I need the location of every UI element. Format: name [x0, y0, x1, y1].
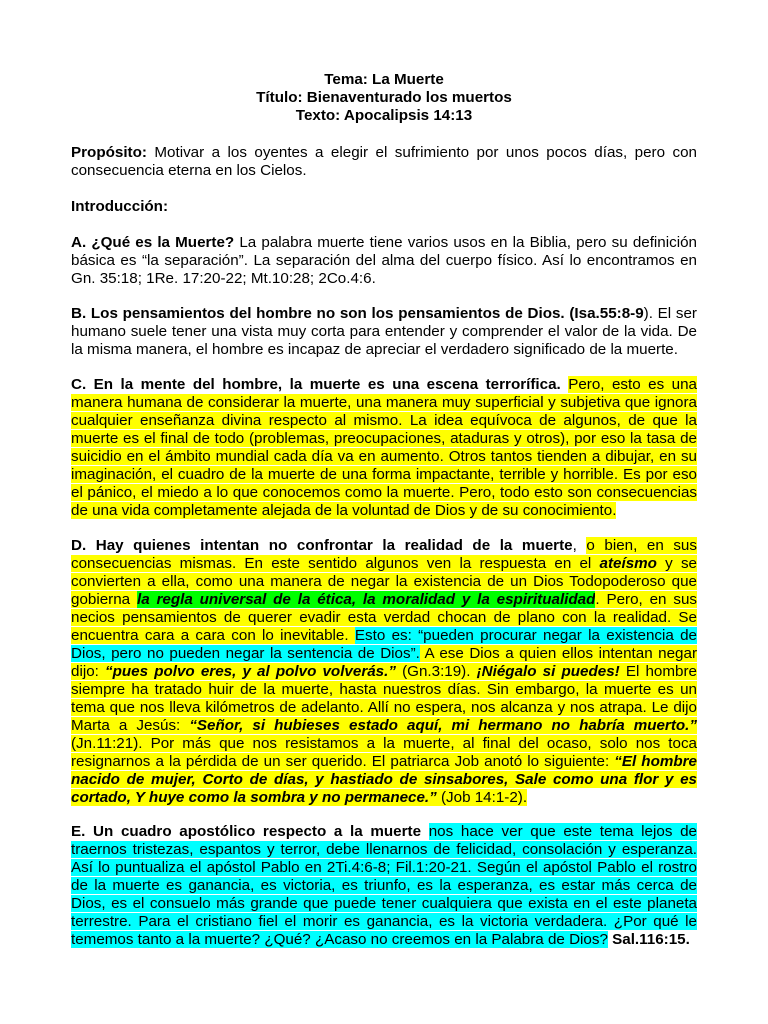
section-e-paragraph	[71, 823, 697, 949]
document-header	[0, 71, 768, 125]
quote-genesis: “pues polvo eres, y al polvo volverás.”	[105, 663, 396, 680]
section-d-paragraph: D. Hay quienes intentan no confrontar la realidad de la muerte, o bien, en sus consecuencias mismas. En este sentido algunos ven la respuesta en el ateísmo y se convierten a ella, como una manera de negar la existencia de un Dios Todopoderoso que gobierna la regla universal de la ética, la moralidad y la espiritualidad. Pero, en sus necios pensamientos de querer evadir esta verdad chocan de plano con la realidad. Se encuentra cara a cara con lo inevitable. Esto es: “pueden procurar negar la existencia de Dios, pero no pueden negar la sentencia de Dios”. A ese Dios a quien ellos intentan negar dijo: “pues polvo eres, y al polvo volverás.” (Gn.3:19). ¡Niégalo si puedes! El hombre siempre ha tratado huir de la muerte, hasta nuestros días. Sin embargo, la muerte es un tema que nos lleva kilómetros de adelanto. Allí no espera, nos alcanza y nos atrapa. Le dijo Marta a Jesús: “Señor, si hubieses estado aquí, mi hermano no habría muerto.” (Jn.11:21). Por más que nos resistamos a la muerte, al final del ocaso, solo nos toca resignarnos a la pérdida de un ser querido. El patriarca Job anotó lo siguiente: “El hombre nacido de mujer, Corto de días, y hastiado de sinsabores, Sale como una flor y es cortado, Y huye como la sombra y no permanece.” (Job 14:1-2).	[71, 537, 697, 806]
proposito-label: Propósito:	[71, 144, 147, 161]
proposito-text: Motivar a los oyentes a elegir el sufrimiento por unos pocos días, pero con consecuencia eterna en los Cielos.	[71, 144, 697, 179]
proposito-paragraph	[71, 144, 697, 180]
section-b-paragraph	[71, 305, 697, 359]
quote-job: “El hombre nacido de mujer, Corto de días, y hastiado de sinsabores, Sale como una flor y es cortado, Y huye como la sombra y no permanece.”	[71, 753, 697, 806]
tema-line: Tema: La Muerte	[324, 71, 444, 88]
section-e-reference: Sal.116:15.	[612, 931, 690, 948]
section-d-heading: D. Hay quienes intentan no confrontar la realidad de la muerte	[71, 537, 573, 554]
section-c-highlight: Pero, esto es una manera humana de considerar la muerte, una manera muy superficial y subjetiva que ignora cualquier enseñanza divina respecto al mismo. La idea equívoca de algunos, de que la muerte es el final de todo (problemas, preocupaciones, ataduras y otros), por eso la tasa de suicidio en el ámbito mundial cada día va en aumento. Otros tantos tienden a dibujar, en su imaginación, el cuadro de la muerte de una forma impactante, terrible y horrible. Es por eso el pánico, el miedo a lo que conocemos como la muerte. Pero, todo esto son consecuencias de una vida completamente alejada de la voluntad de Dios y de su conocimiento.	[71, 376, 697, 519]
section-a-heading: A. ¿Qué es la Muerte?	[71, 234, 235, 251]
section-e-highlight: nos hace ver que este tema lejos de traernos tristezas, espantos y terror, debe llenarnos de felicidad, consolación y esperanza. Así lo puntualiza el apóstol Pablo en 2Ti.4:6-8; Fil.1:20-21. Según el apóstol Pablo el rostro de la muerte es ganancia, es victoria, es triunfo, es la esperanza, es estar más cerca de Dios, es el consuelo más grande que puede tener cualquiera que exista en el este planeta terrestre. Para el cristiano fiel el morir es ganancia, es la victoria verdadera. ¿Por qué le tememos tanto a la muerte? ¿Qué? ¿Acaso no creemos en la Palabra de Dios?	[71, 823, 697, 948]
section-b-heading: B. Los pensamientos del hombre no son los pensamientos de Dios. (Isa.55:8-9	[71, 305, 644, 322]
section-a-text: La palabra muerte tiene varios usos en la Biblia, pero su definición básica es “la separación”. La separación del alma del cuerpo físico. Así lo encontramos en Gn. 35:18; 1Re. 17:20-22; Mt.10:28; 2Co.4:6.	[71, 234, 697, 287]
ateismo-term: ateísmo	[599, 555, 657, 572]
section-e-heading: E. Un cuadro apostólico respecto a la muerte	[71, 823, 422, 840]
niegalo-phrase: ¡Niégalo si puedes!	[476, 663, 620, 680]
texto-line: Texto: Apocalipsis 14:13	[295, 107, 473, 124]
section-c-paragraph	[71, 376, 697, 520]
section-c-heading: C. En la mente del hombre, la muerte es una escena terrorífica.	[71, 376, 561, 393]
section-b-text: ). El ser humano suele tener una vista muy corta para entender y comprender el valor de la vida. De la misma manera, el hombre es incapaz de apreciar el verdadero significado de la muerte.	[71, 305, 697, 358]
titulo-line: Título: Bienaventurado los muertos	[256, 89, 512, 106]
quote-juan: “Señor, si hubieses estado aquí, mi hermano no habría muerto.”	[189, 717, 697, 734]
introduccion-heading: Introducción:	[71, 198, 169, 215]
section-a-paragraph	[71, 234, 697, 288]
green-highlight: la regla universal de la ética, la moralidad y la espiritualidad	[136, 591, 596, 608]
cyan-highlight: Esto es: “pueden procurar negar la existencia de Dios, pero no pueden negar la sentencia de Dios”.	[71, 627, 697, 662]
